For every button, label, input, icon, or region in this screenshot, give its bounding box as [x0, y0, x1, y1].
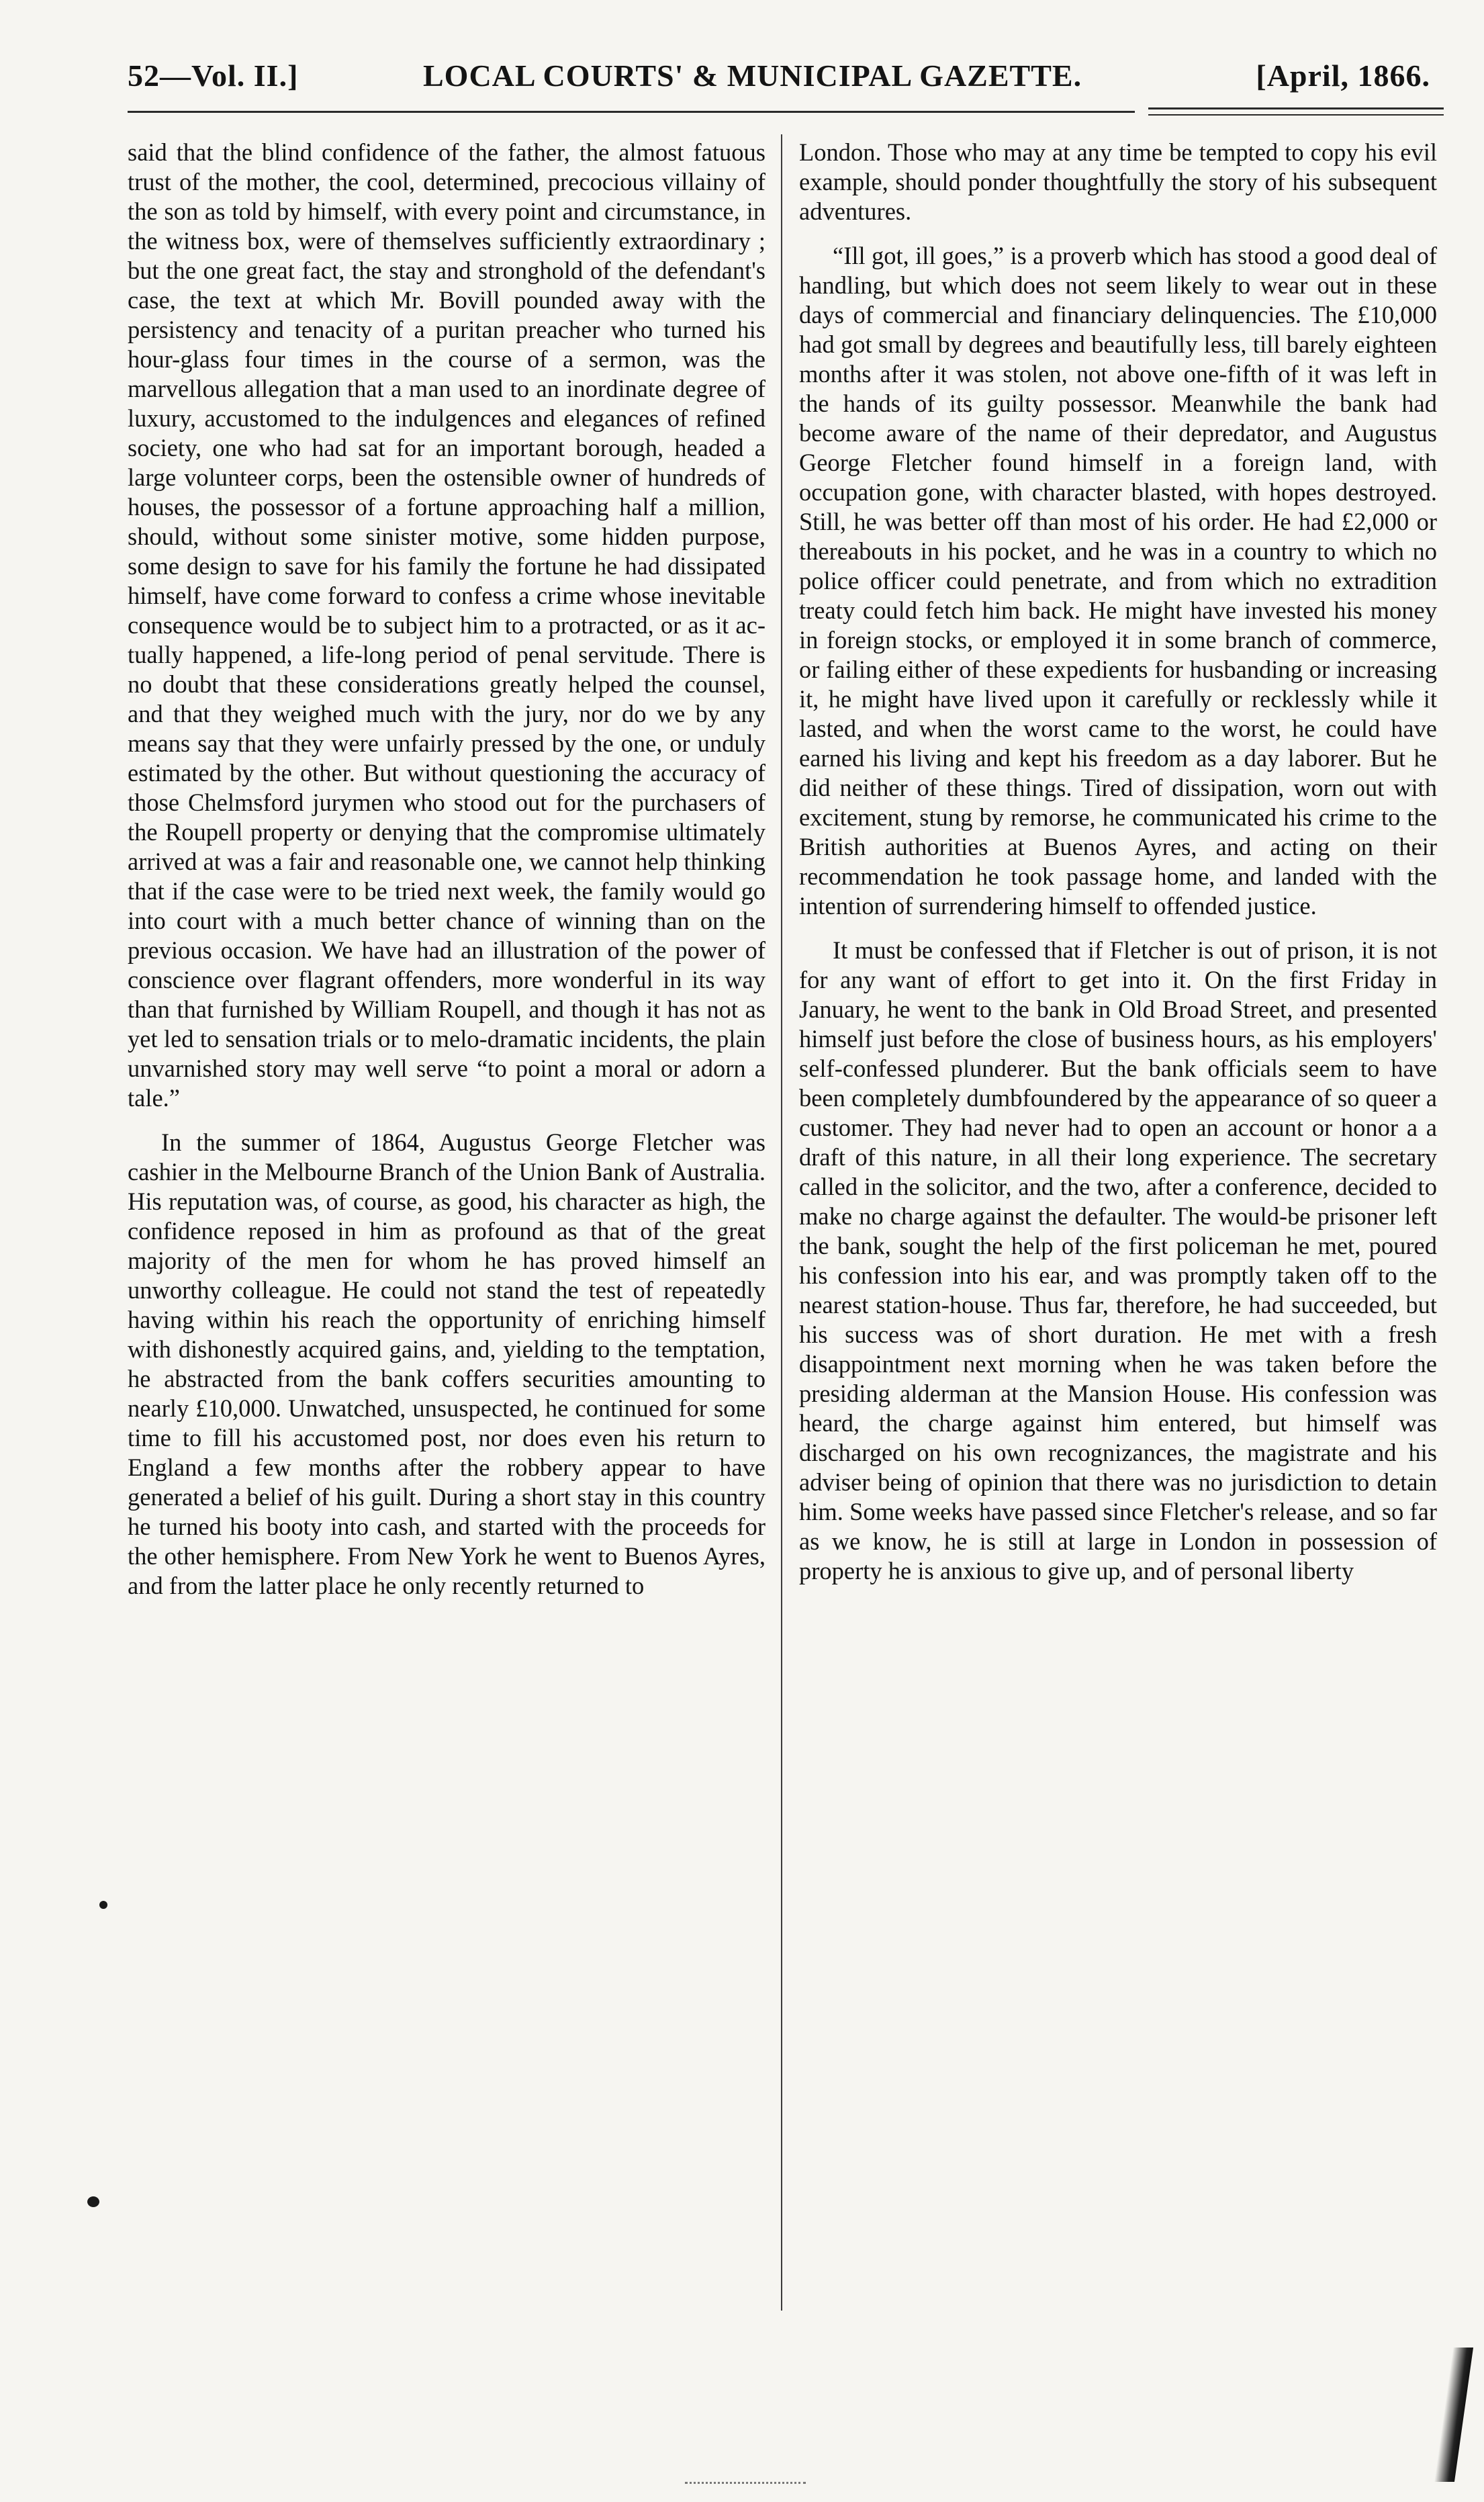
- left-paragraph-2: In the summer of 1864, Augustus George Fletcher was cashier in the Melbourne Branch of the Union Bank of Australia. His reputation was, of course, as good, his character as high, the confidence reposed in him as profound as that of the great majority of the men for whom he has proved himself an unworthy colleague. He could not stand the test of repeatedly having within his reach the opportunity of enriching himself with dishonestly acquired gains, and, yielding to the temptation, he abstracted from the bank coffers securities amounting to nearly £10,000. Unwatched, unsuspected, he continued for some time to fill his accustomed post, nor does even his return to England a few months after the robbery appear to have generated a belief of his guilt. During a short stay in this country he turned his booty into cash, and started with the proceeds for the other hemisphere. From New York he went to Buenos Ayres, and from the latter place he only recently returned to: [128, 1128, 766, 1599]
- page-edge-shadow: [1434, 2348, 1473, 2482]
- page-header: [128, 52, 1437, 106]
- publication-title: LOCAL COURTS' & MUNICIPAL GAZETTE.: [423, 58, 1082, 93]
- margin-ink-mark: [99, 1901, 107, 1909]
- right-column: [799, 138, 1437, 1586]
- header-rule-double-top: [1148, 107, 1444, 109]
- column-divider: [781, 134, 782, 2311]
- right-paragraph-3: It must be confessed that if Fletcher is out of prison, it is not for any want of effort to get into it. On the first Friday in January, he went to the bank in Old Broad Street, and presented himself just before the close of business hours, as his employers' self-confessed plunderer. But the bank officials seem to have been completely dumbfoundered by the appearance of so queer a customer. They had never had to open an account or honor a a draft of this nature, in all their long experience. The secretary called in the solicitor, and the two, after a conference, decided to make no charge against the defaulter. The would-be prisoner left the bank, sought the help of the first policeman he met, poured his confession into his ear, and was promptly taken off to the nearest station-house. Thus far, therefore, he had succeeded, but his success was of short duration. He met with a fresh disappointment next morning when he was taken before the presiding alderman at the Mansion House. His confession was heard, the charge against him entered, but himself was discharged on his own recognizances, the magistrate and his adviser being of opinion that there was no jurisdiction to detain him. Some weeks have passed since Fletcher's release, and so far as we know, he is still at large in London in possession of property he is anxious to give up, and of personal liberty: [799, 936, 1437, 1584]
- left-paragraph-1: said that the blind confidence of the father, the almost fatuous trust of the mother, the cool, determined, precocious villainy of the son as told by himself, with every point and circumstance, in the witness box, were of themselves sufficiently extraordinary ; but the one great fact, the stay and stronghold of the defendant's case, the text at which Mr. Bovill pounded away with the persistency and tenacity of a puritan preacher who turned his hour-glass four times in the course of a sermon, was the marvellous allegation that a man used to an inordinate degree of luxury, accustomed to the indulgences and elegances of refined society, one who had sat for an important borough, headed a large volunteer corps, been the ostensible owner of hundreds of houses, the possessor of a fortune approaching half a million, should, without some sinister motive, some hidden purpose, some design to save for his family the fortune he had dissipated himself, have come forward to confess a crime whose inevitable consequence would be to subject him to a protracted, or as it actually happened, a life-long period of penal servitude. There is no doubt that these considerations greatly helped the counsel, and that they weighed much with the jury, nor do we by any means say that they were unfairly pressed by the one, or unduly estimated by the other. But without questioning the accuracy of those Chelmsford jurymen who stood out for the purchasers of the Roupell property or denying that the compromise ultimately arrived at was a fair and reasonable one, we cannot help thinking that if the case were to be tried next week, the family would go into court with a much better chance of winning than on the previous occasion. We have had an illustration of the power of conscience over flagrant offenders, more wonderful in its way than that furnished by William Roupell, and though it has not as yet led to sensation trials or to melo-dramatic incidents, the plain unvarnished story may well serve “to point a moral or adorn a tale.”: [128, 138, 766, 1112]
- right-paragraph-2: “Ill got, ill goes,” is a proverb which has stood a good deal of handling, but which does not seem likely to wear out in these days of commercial and financiary delinquencies. The £10,000 had got small by degrees and beautifully less, till barely eighteen months after it was stolen, not above one-fifth of it was left in the hands of its guilty possessor. Meanwhile the bank had become aware of the name of their depredator, and Augustus George Fletcher found himself in a foreign land, with occupation gone, with character blasted, with hopes destroyed. Still, he was better off than most of his order. He had £2,000 or thereabouts in his pocket, and he was in a country to which no police officer could penetrate, and from which no extradition treaty could fetch him back. He might have invested his money in foreign stocks, or employed it in some branch of commerce, or failing either of these expedients for husbanding or increasing it, he might have lived upon it carefully or recklessly while it lasted, and when the worst came to the worst, he could have earned his living and kept his freedom as a day laborer. But he did neither of these things. Tired of dissipation, worn out with excitement, stung by remorse, he communicated his crime to the British authorities at Buenos Ayres, and acting on their recommendation he took passage home, and landed with the intention of surrendering himself to offended justice.: [799, 242, 1437, 920]
- header-rule-double-bottom: [1148, 114, 1444, 116]
- left-column: [128, 138, 766, 1601]
- header-rule: [128, 111, 1135, 113]
- issue-date: [April, 1866.: [1256, 58, 1430, 93]
- right-paragraph-1: London. Those who may at any time be tempted to copy his evil example, should ponder thoughtfully the story of his subsequent adventures.: [799, 138, 1437, 225]
- page-volume-label: 52—Vol. II.]: [128, 58, 299, 93]
- bottom-dotted-mark: [685, 2482, 806, 2487]
- margin-ink-blot: [87, 2196, 99, 2207]
